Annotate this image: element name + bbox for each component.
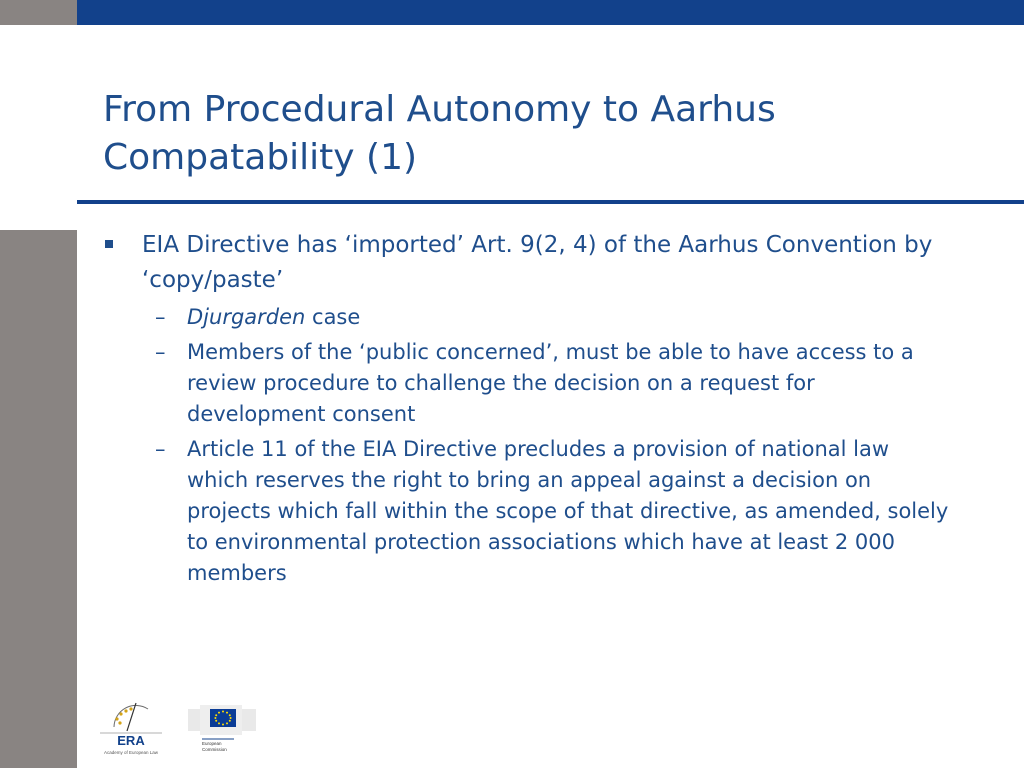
svg-text:European: European [202,741,222,746]
sub-bullet-1 [105,302,955,333]
svg-text:ERA: ERA [117,733,145,748]
title-divider [77,200,1024,204]
left-strip-bottom [0,230,77,768]
svg-text:Academy of European Law: Academy of European Law [103,750,159,755]
era-logo [96,697,166,757]
dash-bullet-icon: – [155,340,166,364]
sub-bullet-3 [105,434,955,589]
sub-bullet-3-text: Article 11 of the EIA Directive precludes a provision of national law which reserves the right to bring an appeal against a decision on projects which fall within the scope of that directive, as amended, solely to environmental protection associations which have at least 2 000 members [187,437,949,585]
left-strip-top [0,0,77,25]
bullet-main-text: EIA Directive has ‘imported’ Art. 9(2, 4) of the Aarhus Convention by ‘copy/paste’ [142,232,933,293]
slide-content [105,228,955,589]
dash-bullet-icon: – [155,437,166,461]
top-bar [77,0,1024,25]
european-commission-logo [188,703,260,755]
case-name: Djurgarden [187,305,306,329]
bullet-main [105,228,955,298]
sub-bullet-2-text: Members of the ‘public concerned’, must be able to have access to a review procedure to challenge the decision on a request for development consent [187,340,914,426]
dash-bullet-icon: – [155,305,166,329]
sub-bullet-1-text: case [305,305,361,329]
svg-text:Commission: Commission [202,747,227,752]
footer-logos [96,697,296,757]
sub-bullet-2 [105,337,955,430]
slide-title: From Procedural Autonomy to Aarhus Compatability (1) [103,89,776,178]
square-bullet-icon [105,240,113,248]
